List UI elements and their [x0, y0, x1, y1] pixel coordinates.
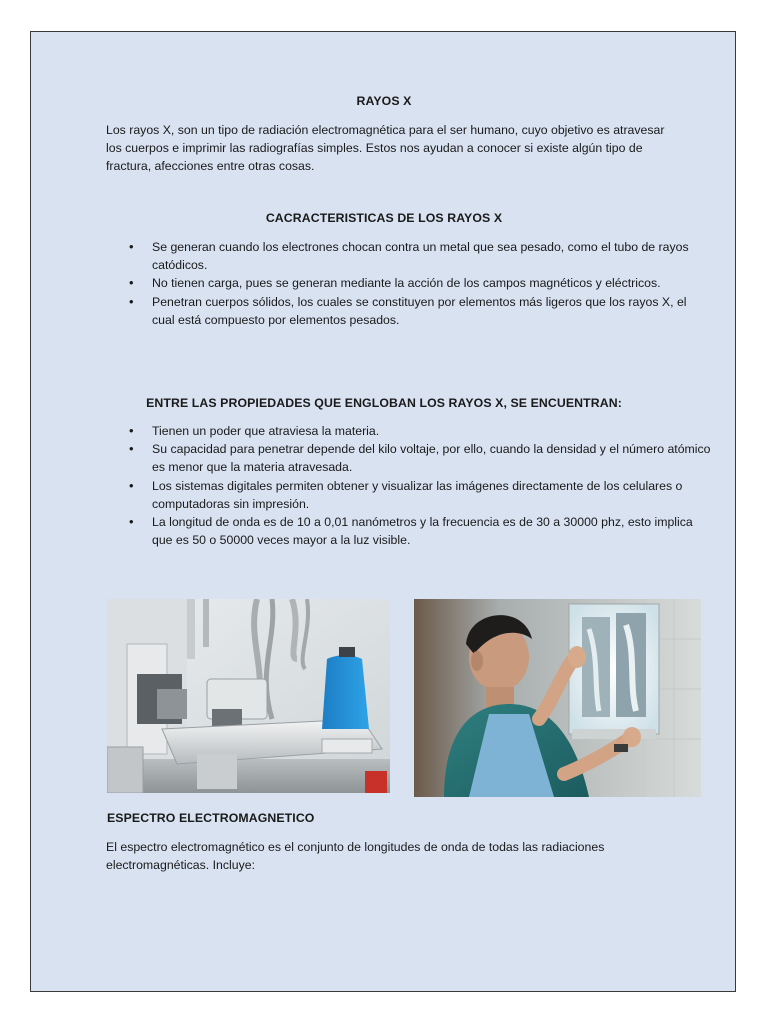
xray-machine-photo — [107, 599, 390, 793]
section-title-rayos-x: RAYOS X — [356, 94, 412, 108]
list-item: • Su capacidad para penetrar depende del kilo voltaje, por ello, cuando la densidad y el número atómico es menor que la materia atravesada. — [152, 440, 712, 476]
doctor-xray-photo — [414, 599, 701, 797]
list-item: • No tienen carga, pues se generan mediante la acción de los campos magnéticos y eléctricos. — [152, 274, 712, 292]
list-item: • Tienen un poder que atraviesa la materia. — [152, 422, 712, 440]
document-page — [30, 31, 736, 992]
list-item: • La longitud de onda es de 10 a 0,01 nanómetros y la frecuencia es de 30 a 30000 phz, esto implica que es 50 o 50000 veces mayor a la luz visible. — [152, 513, 712, 549]
section-title-espectro: ESPECTRO ELECTROMAGNETICO — [107, 811, 315, 825]
propiedades-list — [106, 422, 712, 549]
list-item: • Los sistemas digitales permiten obtener y visualizar las imágenes directamente de los celulares o computadoras sin impresión. — [152, 477, 712, 513]
espectro-paragraph: El espectro electromagnético es el conjunto de longitudes de onda de todas las radiaciones electromagnéticas. Incluye: — [106, 840, 605, 873]
list-item: • Penetran cuerpos sólidos, los cuales se constituyen por elementos más ligeros que los rayos X, el cual está compuesto por elementos pesados. — [152, 293, 712, 329]
list-item: • Se generan cuando los electrones chocan contra un metal que sea pesado, como el tubo de rayos catódicos. — [152, 238, 712, 274]
caracteristicas-list — [106, 238, 712, 329]
section-title-caracteristicas: CACRACTERISTICAS DE LOS RAYOS X — [265, 211, 503, 225]
section-title-propiedades: ENTRE LAS PROPIEDADES QUE ENGLOBAN LOS RAYOS X, SE ENCUENTRAN: — [146, 396, 622, 410]
intro-paragraph: Los rayos X, son un tipo de radiación electromagnética para el ser humano, cuyo objetivo es atravesar los cuerpos e imprimir las radiografías simples. Estos nos ayudan a conocer si existe algún tipo de fractura, afecciones entre otras cosas. — [106, 123, 665, 174]
